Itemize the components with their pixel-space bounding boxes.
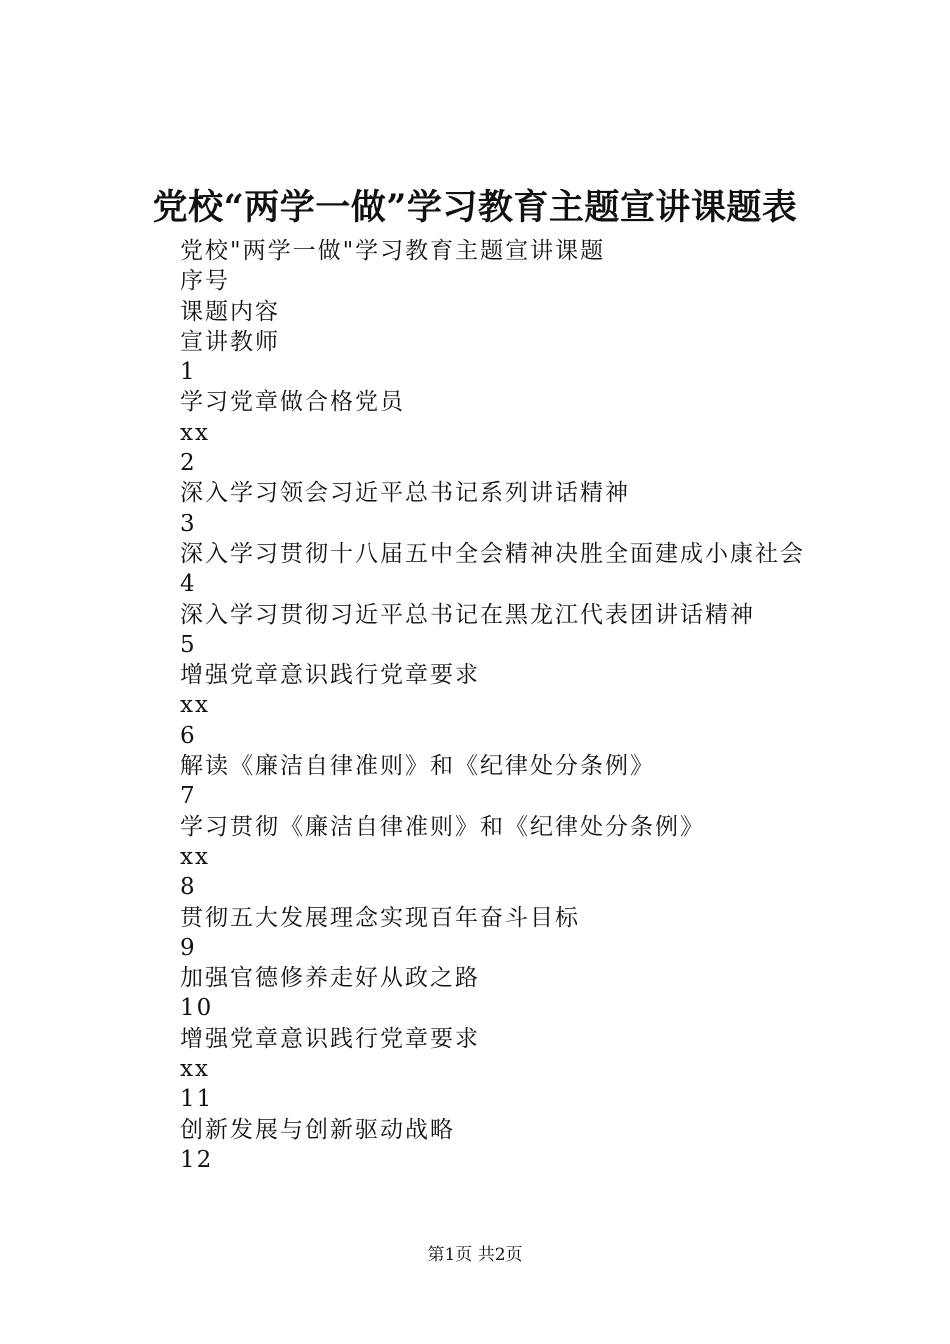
body-line: 贯彻五大发展理念实现百年奋斗目标 [180, 904, 580, 931]
body-line: 课题内容 [180, 298, 280, 325]
body-line: 学习贯彻《廉洁自律准则》和《纪律处分条例》 [180, 813, 705, 840]
body-line: 11 [180, 1086, 214, 1113]
body-line: 1 [180, 359, 197, 386]
body-line: xx [180, 843, 210, 870]
document-body [180, 236, 880, 1175]
body-line: 学习党章做合格党员 [180, 389, 405, 416]
page-footer: 第1页 共2页 [427, 1245, 523, 1265]
body-line: 宣讲教师 [180, 328, 280, 355]
body-line: 深入学习贯彻十八届五中全会精神决胜全面建成小康社会 [180, 540, 805, 567]
body-line: 加强官德修养走好从政之路 [180, 965, 480, 992]
body-line: 12 [180, 1146, 214, 1173]
body-line: 9 [180, 934, 197, 961]
body-line: 序号 [180, 268, 230, 295]
body-line: xx [180, 1056, 210, 1083]
body-line: 深入学习领会习近平总书记系列讲话精神 [180, 480, 630, 507]
body-line: xx [180, 419, 210, 446]
body-line: 7 [180, 783, 197, 810]
body-line: 创新发展与创新驱动战略 [180, 1116, 455, 1143]
body-line: 2 [180, 450, 197, 477]
body-line: xx [180, 692, 210, 719]
document-title: 党校“两学一做”学习教育主题宣讲课题表 [152, 187, 798, 228]
body-line: 党校"两学一做"学习教育主题宣讲课题 [180, 238, 606, 264]
body-line: 深入学习贯彻习近平总书记在黑龙江代表团讲话精神 [180, 601, 755, 628]
body-line: 解读《廉洁自律准则》和《纪律处分条例》 [180, 753, 655, 780]
body-line: 增强党章意识践行党章要求 [180, 1025, 480, 1052]
body-line: 5 [180, 631, 197, 658]
body-line: 6 [180, 722, 197, 749]
body-line: 增强党章意识践行党章要求 [180, 662, 480, 689]
body-line: 4 [180, 571, 197, 598]
body-line: 3 [180, 510, 197, 537]
body-line: 10 [180, 995, 214, 1022]
body-line: 8 [180, 874, 197, 901]
